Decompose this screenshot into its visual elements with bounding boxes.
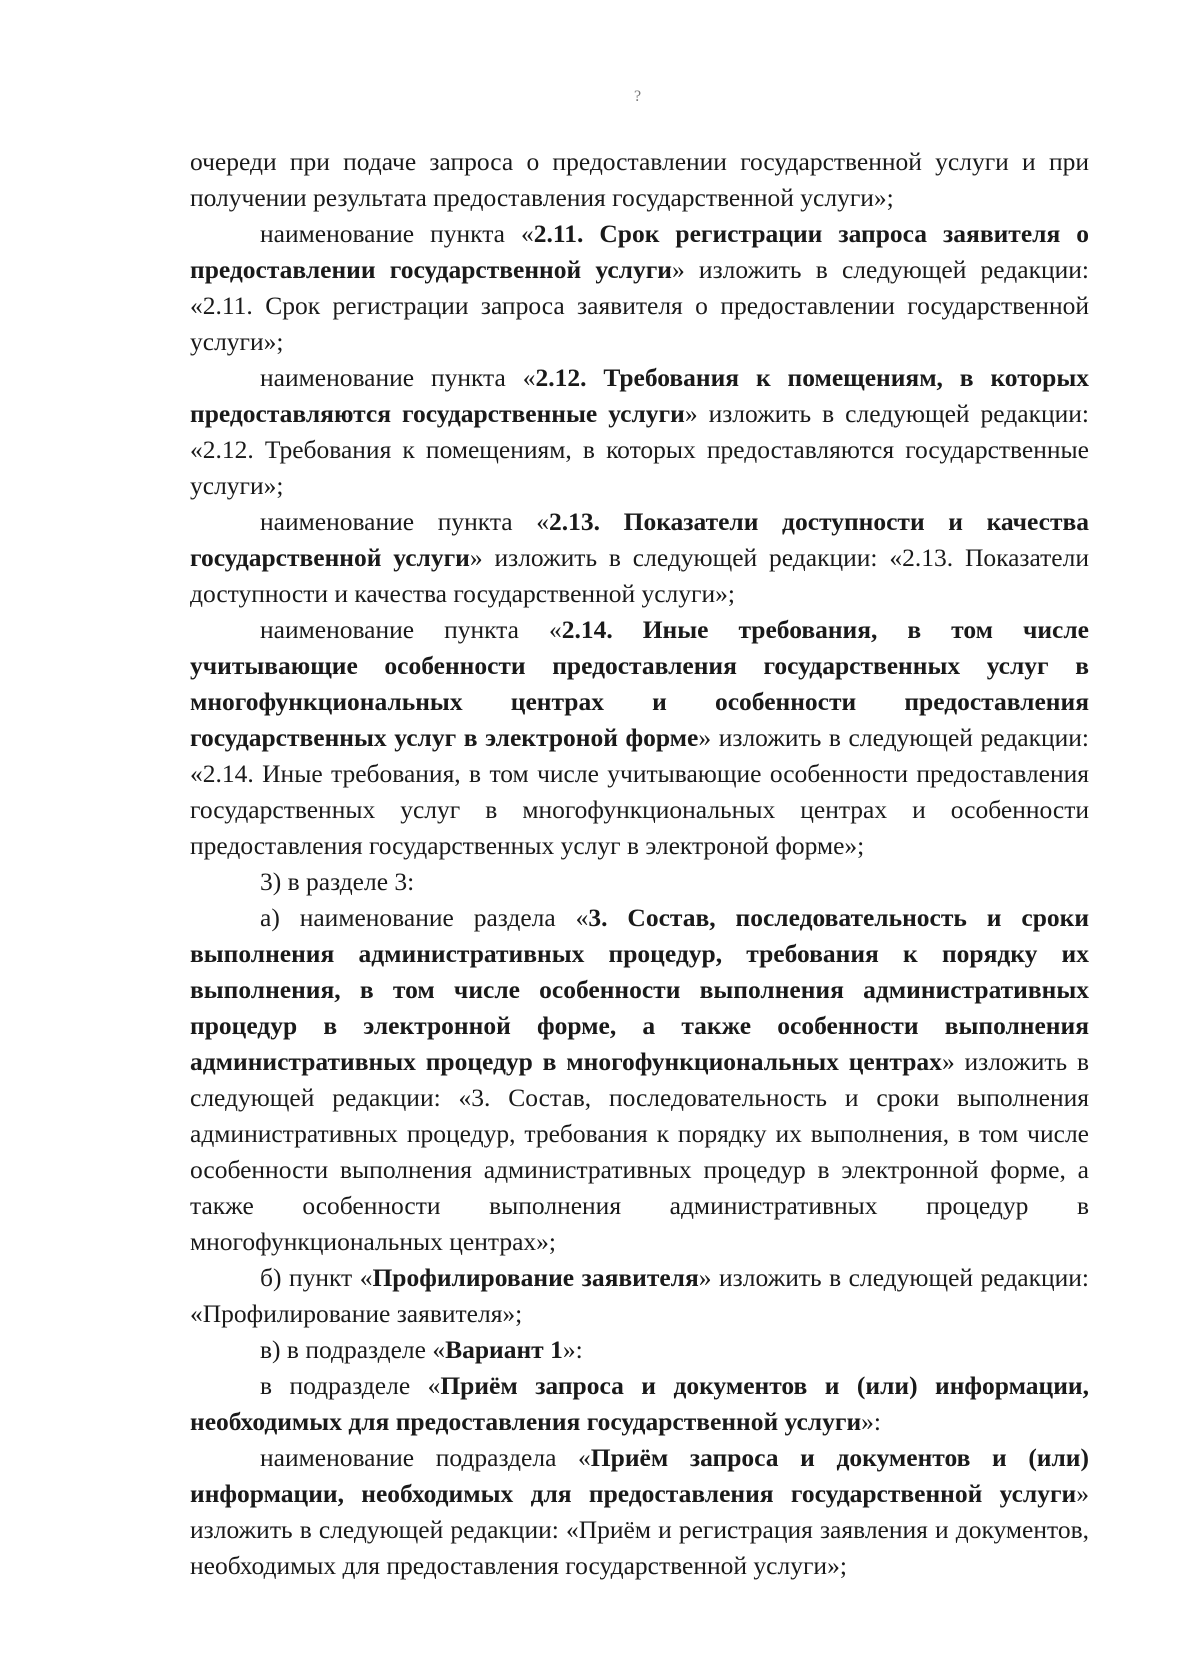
bold-heading-text: Вариант 1 [445,1335,563,1364]
bold-heading-text: Приём запроса и документов и (или) информации, необходимых для предоставления государственной услуги [190,1443,1089,1508]
paragraph [190,1368,1089,1440]
text-segment: наименование пункта « [260,219,534,248]
paragraph [190,1332,1089,1368]
bold-heading-text: 2.14. Иные требования, в том числе учитывающие особенности предоставления государственных услуг в многофункциональных центрах и особенности предоставления государственных услуг в электроной форме [190,615,1090,752]
bold-heading-text: 3. Состав, последовательность и сроки выполнения административных процедур, требования к порядку их выполнения, в том числе особенности выполнения административных процедур в электронной форме, а также особенности выполнения административных процедур в многофункциональных центрах [190,903,1090,1076]
text-segment: а) наименование раздела « [260,903,589,932]
bold-heading-text: 2.11. Срок регистрации запроса заявителя о предоставлении государственной услуги [190,219,1090,284]
text-segment: наименование подраздела « [260,1443,591,1472]
text-segment: »: [861,1407,881,1436]
text-segment: в подразделе « [260,1371,441,1400]
text-segment: наименование пункта « [260,507,549,536]
text-segment: 3) в разделе 3: [260,867,415,896]
paragraph [190,504,1089,612]
text-segment: » изложить в следующей редакции: «Профилирование заявителя»; [190,1263,1089,1328]
text-segment: в) в подразделе « [260,1335,446,1364]
paragraph [190,144,1089,216]
document-body [190,144,1089,1584]
text-segment: б) пункт « [260,1263,373,1292]
text-segment: наименование пункта « [260,363,536,392]
paragraph [190,216,1089,360]
bold-heading-text: 2.12. Требования к помещениям, в которых предоставляются государственные услуги [190,363,1089,428]
paragraph [190,1440,1089,1584]
bold-heading-text: Профилирование заявителя [372,1263,699,1292]
text-segment: »: [562,1335,583,1364]
text-segment: » изложить в следующей редакции: «Приём и регистрация заявления и документов, необходимых для предоставления государственной услуги»; [190,1479,1089,1580]
bold-heading-text: Приём запроса и документов и (или) информации, необходимых для предоставления государственной услуги [190,1371,1089,1436]
text-segment: » изложить в следующей редакции: «2.13. Показатели доступности и качества государственной услуги»; [190,543,1089,608]
paragraph [190,360,1089,504]
paragraph [190,864,1089,900]
bold-heading-text: 2.13. Показатели доступности и качества государственной услуги [190,507,1089,572]
paragraph [190,900,1089,1260]
text-segment: очереди при подаче запроса о предоставлении государственной услуги и при получении результата предоставления государственной услуги»; [190,147,1089,212]
text-segment: » изложить в следующей редакции: «3. Состав, последовательность и сроки выполнения административных процедур, требования к порядку их выполнения, в том числе особенности выполнения административных процедур в электронной форме, а также особенности выполнения административных процедур в многофункциональных центрах»; [190,1047,1089,1256]
page-mark: ? [634,88,642,105]
paragraph [190,1260,1089,1332]
text-segment: » изложить в следующей редакции: «2.14. Иные требования, в том числе учитывающие особенности предоставления государственных услуг в многофункциональных центрах и особенности предоставления государственных услуг в электроной форме»; [190,723,1089,860]
text-segment: » изложить в следующей редакции: «2.11. Срок регистрации запроса заявителя о предоставлении государственной услуги»; [190,255,1089,356]
paragraph [190,612,1089,864]
text-segment: наименование пункта « [260,615,562,644]
text-segment: » изложить в следующей редакции: «2.12. Требования к помещениям, в которых предоставляются государственные услуги»; [190,399,1089,500]
